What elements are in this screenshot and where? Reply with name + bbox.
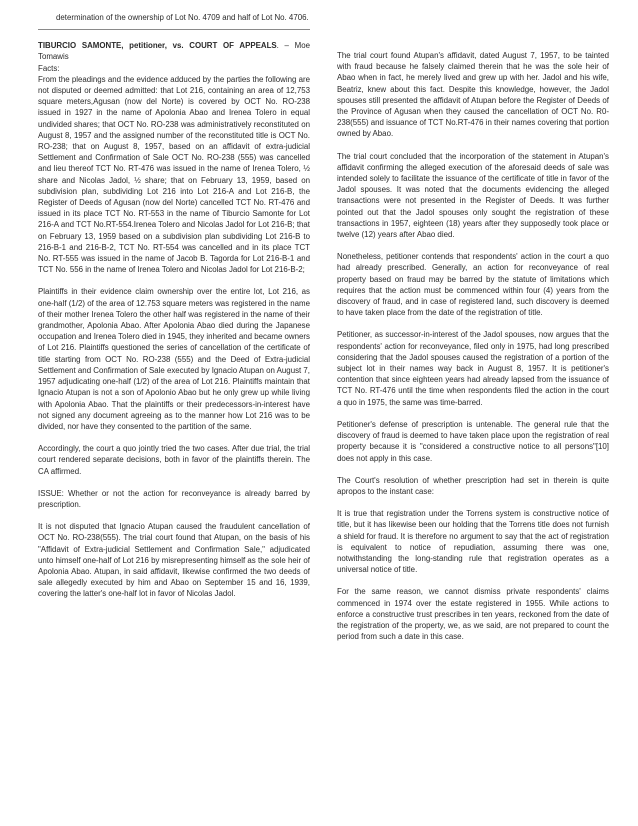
fraud-finding-paragraph: The trial court found Atupan's affidavit, dated August 7, 1957, to be tainted with fraud because he falsely claimed therein that he was the sole heir of Abao when in fact, he merely lived and grew up with her. Jadol and his wife, Beatriz, knew about this fact. Despite this knowledge, however, the Jadol spouses still presented the affidavit of Atupan before the Register of Deeds of the Province of Agusan when they caused the cancellation of OCT No. R0-238(555) and issuance of TCT No.RT-476 in their names covering that portion owned by Abao.: [337, 51, 609, 139]
petitioner-argument-paragraph: Petitioner, as successor-in-interest of the Jadol spouses, now argues that the respondents' action for reconveyance, filed only in 1975, had long prescribed considering that the Jadol spouses caused the registration of a portion of the subject lot in their names way back in August 8, 1957. It is petitioner's contention that since eighteen years had already lapsed from the issuance of TCT No. RT-476 until the time when respondents filed the action in the court a quo in 1975, the same was time-barred.: [337, 330, 609, 407]
ruling-paragraph: It is not disputed that Ignacio Atupan caused the fraudulent cancellation of OCT No. RO-238(555). The trial court found that Atupan, on the basis of his "Affidavit of Extra-judicial Settlement and Confirmation Sale," adjudicated unto himself one-half of Lot 216 by misrepresenting himself as the sole heir of Apolonia Abao. Atupan, in said affidavit, likewise confirmed the two deeds of sale allegedly executed by him and Abao on September 15 and 16, 1939, covering the latter's one-half lot in favor of Nicolas Jadol.: [38, 522, 310, 599]
prescription-contention-paragraph: Nonetheless, petitioner contends that respondents' action in the court a quo had already prescribed. Generally, an action for reconveyance of real property based on fraud may be barred by the statute of limitations which requires that the action must be commenced within four (4) years from the discovery of fraud, and in case of registered land, such discovery is deemed to have taken place from the date of the registration of title.: [337, 252, 609, 318]
private-respondents-paragraph: For the same reason, we cannot dismiss private respondents' claims commenced in 1974 over the estate registered in 1955. While actions to enforce a constructive trust prescribes in ten years, reckoned from the date of the registration of the property, we, as we said, are not prepared to count the period from such a date in this case.: [337, 587, 609, 642]
continued-paragraph: determination of the ownership of Lot No. 4709 and half of Lot No. 4706.: [56, 13, 309, 22]
issue-paragraph: ISSUE: Whether or not the action for reconveyance is already barred by prescription.: [38, 488, 310, 509]
trial-conclusion-paragraph: The trial court concluded that the incorporation of the statement in Atupan's affidavit confirming the alleged execution of the aforesaid deeds of sale was intended solely to facilitate the issuance of the certificate of title in favor of the Jadol spouses. It was noted that the documents evidencing the alleged transactions were not presented in the Register of Deeds. It was further pointed out that the Jadol spouses only sought the registration of these transactions in 1957, eighteen (18) years after they supposedly took place or twelve (12) years after Abao died.: [337, 151, 609, 240]
case-title-author: . – Moe Tomawis: [38, 41, 310, 62]
defense-untenable-paragraph: Petitioner's defense of prescription is untenable. The general rule that the discovery of fraud is deemed to have taken place upon the registration of real property because it is "considered a constructive notice to all persons"[10] does not apply in this case.: [337, 419, 609, 463]
section-divider: [38, 29, 310, 30]
left-column: [38, 12, 310, 600]
trial-paragraph: Accordingly, the court a quo jointly tried the two cases. After due trial, the trial court rendered separate decisions, both in favor of the plaintiffs therein. The CA affirmed.: [38, 444, 310, 476]
case-title: [38, 40, 310, 62]
torrens-paragraph: It is true that registration under the Torrens system is constructive notice of title, but it has likewise been our holding that the Torrens title does not furnish a shield for fraud. It is therefore no argument to say that the act of registration is equivalent to notice of repudiation, assuming there was one, notwithstanding the long-standing rule that registration operates as a universal notice of title.: [337, 509, 609, 575]
right-column: [337, 50, 609, 642]
plaintiffs-claim-paragraph: Plaintiffs in their evidence claim ownership over the entire lot, Lot 216, as one-half (1/2) of the area of 12.753 square meters was registered in the name of their mother Irenea Tolero the other half was registered in the name of their grandmother, Apolonia Abao. After Apolonia Abao died during the Japanese occupation and Irenea Tolero died in 1945, they inherited and became owners of Lot 216. Plaintiffs questioned the series of cancellation of the certificate of title starting from OCT No. RO-238 (555) and the Deed of Extra-judicial Settlement and Confirmation of Sale executed by Ignacio Atupan on August 7, 1957 adjudicating one-half (1/2) of the area of Lot 216. Plaintiffs maintain that Ignacio Atupan is not a son of Apolonio Abao but he only grew up while living with Apolonia Abao. That the plaintiffs or their predecessors-in-interest have not signed any document agreeing as to the manner how Lot 216 was to be divided, nor have they consented to the partition of the same.: [38, 287, 310, 431]
facts-paragraph: From the pleadings and the evidence adduced by the parties the following are not disputed or deemed admitted: that Lot 216, containing an area of 12,753 square meters,Agusan (now del Norte) is covered by OCT No. RO-238 issued in 1927 in the name of Apolonia Abao and Irenea Tolero in equal undivided shares; that OCT No. RO-238 was administratively reconstituted on August 8, 1957 and the assigned number of the reconstituted title is OCT No. RO-238; that on August 8, 1957, based on an affidavit of extra-judicial Settlement and Confirmation of Sale OCT No. RO-238 (555) was cancelled and lieu thereof TCT No. RT-476 was issued in the name of Irenea Tolero, ½ share and Nicolas Jadol, ½ share; that on February 13, 1959, based on subdivision plan, subdividing Lot 216 into Lot 216-A and Lot 216-B, the Register of Deeds of Agusan (now del Norte) cancelled TCT No. RT-476 and issued in its place TCT No. RT-553 in the name of Tiburcio Samonte for Lot 216-A and TCT No.RT-554.Irenea Tolero and Nicolas Jadol for Lot 216-B; that on February 13, 1959 based on a subdivision plan subdividing Lot 216-B to 216-B-1 and 216-B-2, TCT No. RT-554 was cancelled and in its place TCT No. RT-555 was issued in the name of Jacob B. Tagorda for Lot 216-B-1 and TCT No. 556 in the name of Irenea Tolero and Nicolas Jadol for Lot 216-B-2;: [38, 74, 310, 275]
facts-label: Facts:: [38, 63, 60, 73]
court-resolution-paragraph: The Court's resolution of whether prescription had set in therein is quite apropos to the instant case:: [337, 475, 609, 496]
case-title-parties: TIBURCIO SAMONTE, petitioner, vs. COURT OF APPEALS: [38, 41, 277, 51]
